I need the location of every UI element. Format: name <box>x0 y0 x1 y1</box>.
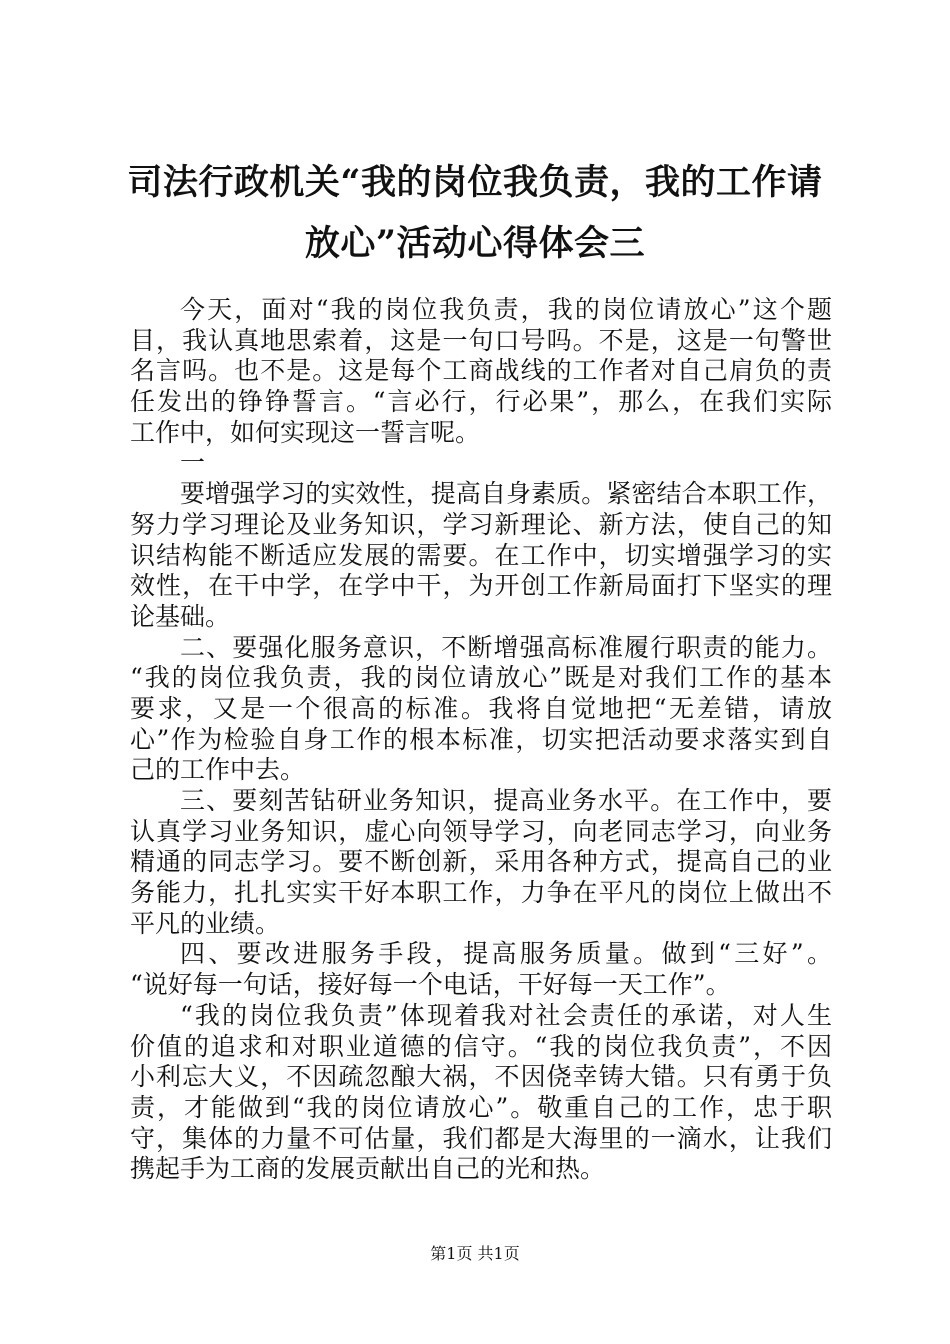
body-text-line: “说好每一句话，接好每一个电话，干好每一天工作”。 <box>130 970 731 1000</box>
body-text-line: 四、要改进服务手段，提高服务质量。做到“三好”。 <box>180 939 832 969</box>
body-text-line: 任发出的铮铮誓言。“言必行，行必果”，那么，在我们实际 <box>130 387 832 417</box>
body-text-line: “我的岗位我负责，我的岗位请放心”既是对我们工作的基本 <box>130 663 832 693</box>
body-text-line: 务能力，扎扎实实干好本职工作，力争在平凡的岗位上做出不 <box>130 878 832 908</box>
body-text-line: 二、要强化服务意识，不断增强高标准履行职责的能力。 <box>180 632 832 662</box>
document-title-line-2: 放心”活动心得体会三 <box>304 223 646 264</box>
body-text-line: “我的岗位我负责”体现着我对社会责任的承诺，对人生 <box>180 1000 832 1030</box>
body-text-line: 今天，面对“我的岗位我负责，我的岗位请放心”这个题 <box>180 295 832 324</box>
body-text-line: 心”作为检验自身工作的根本标准，切实把活动要求落实到自 <box>130 724 832 754</box>
body-text-line: 识结构能不断适应发展的需要。在工作中，切实增强学习的实 <box>130 540 832 570</box>
document-body <box>130 295 832 1185</box>
body-text-line: 己的工作中去。 <box>130 755 306 785</box>
body-text-line: 精通的同志学习。要不断创新，采用各种方式，提高自己的业 <box>130 847 832 877</box>
body-text-line: 效性，在干中学，在学中干，为开创工作新局面打下坚实的理 <box>130 571 832 601</box>
body-text-line: 三、要刻苦钻研业务知识，提高业务水平。在工作中，要 <box>180 786 832 815</box>
body-text-line: 认真学习业务知识，虚心向领导学习，向老同志学习，向业务 <box>130 816 832 846</box>
body-text-line: 论基础。 <box>130 601 231 631</box>
body-text-line: 一 <box>180 448 206 478</box>
page-footer: 第1页 共1页 <box>430 1244 520 1263</box>
body-text-line: 平凡的业绩。 <box>130 908 281 938</box>
body-text-line: 要增强学习的实效性，提高自身素质。紧密结合本职工作， <box>180 479 832 509</box>
body-text-line: 携起手为工商的发展贡献出自己的光和热。 <box>130 1154 606 1184</box>
body-text-line: 目，我认真地思索着，这是一句口号吗。不是，这是一句警世 <box>130 325 832 355</box>
document-title-line-1: 司法行政机关“我的岗位我负责，我的工作请 <box>127 162 823 203</box>
body-text-line: 名言吗。也不是。这是每个工商战线的工作者对自己肩负的责 <box>130 356 832 386</box>
body-text-line: 责，才能做到“我的岗位请放心”。敬重自己的工作，忠于职 <box>130 1092 832 1122</box>
body-text-line: 价值的追求和对职业道德的信守。“我的岗位我负责”，不因 <box>130 1031 832 1061</box>
body-text-line: 努力学习理论及业务知识，学习新理论、新方法，使自己的知 <box>130 509 832 539</box>
body-text-line: 要求，又是一个很高的标准。我将自觉地把“无差错，请放 <box>130 693 832 723</box>
body-text-line: 小利忘大义，不因疏忽酿大祸，不因侥幸铸大错。只有勇于负 <box>130 1062 832 1092</box>
body-text-line: 工作中，如何实现这一誓言呢。 <box>130 417 481 447</box>
body-text-line: 守，集体的力量不可估量，我们都是大海里的一滴水，让我们 <box>130 1123 832 1153</box>
